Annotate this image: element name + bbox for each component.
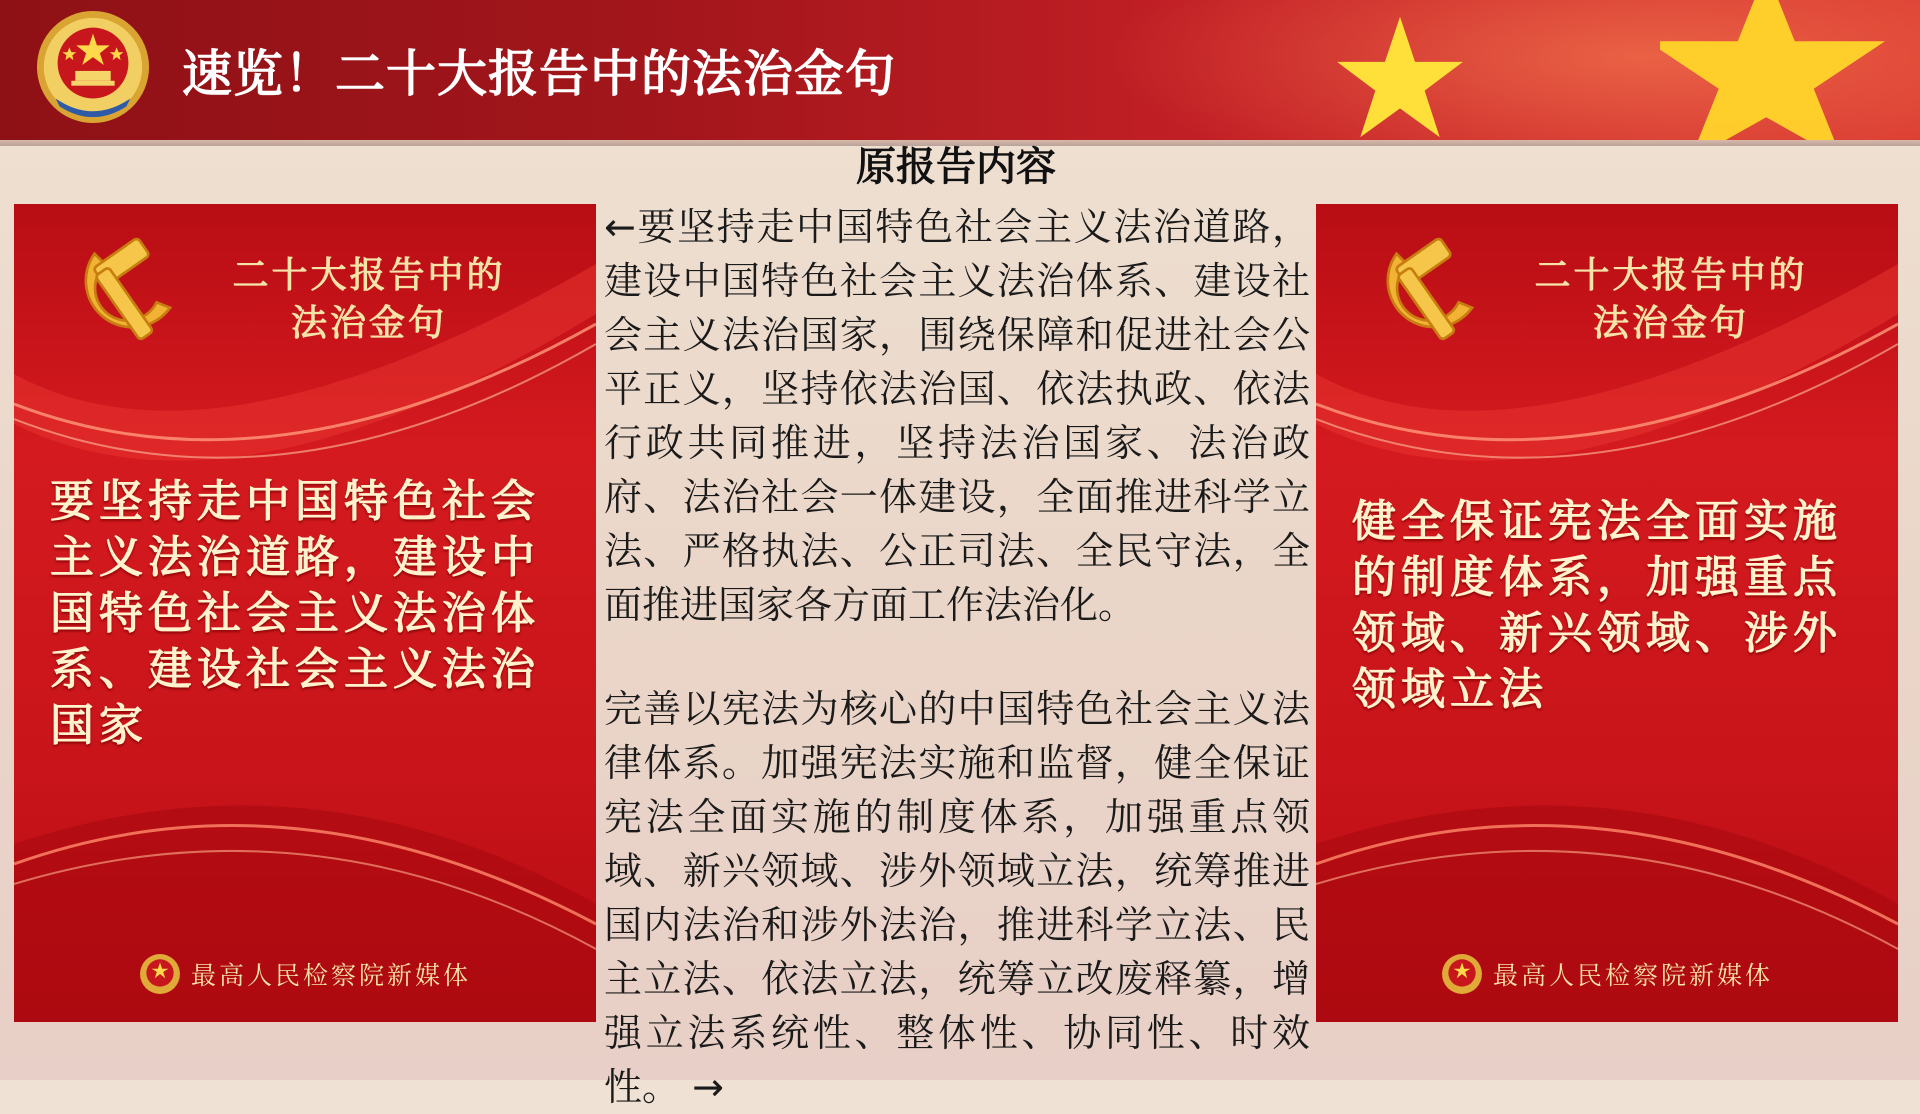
section-title: 原报告内容 xyxy=(856,144,1056,190)
card-header-line: 二十大报告中的 xyxy=(1534,255,1808,296)
star-icon xyxy=(1660,0,1920,140)
procuratorate-emblem-icon xyxy=(1441,953,1483,995)
left-quote-card xyxy=(14,204,596,1022)
card-footer xyxy=(14,952,596,996)
page-title: 速览！二十大报告中的法治金句 xyxy=(182,45,896,103)
card-footer-text: 最高人民检察院新媒体 xyxy=(190,961,471,990)
card-footer xyxy=(1316,952,1898,996)
original-report-section xyxy=(596,140,1316,1109)
card-header-line: 二十大报告中的 xyxy=(232,255,506,296)
card-quote: 健全保证宪法全面实施的制度体系，加强重点领域、新兴领域、涉外领域立法 xyxy=(1352,496,1842,715)
report-paragraph: 完善以宪法为核心的中国特色社会主义法律体系。加强宪法实施和监督，健全保证宪法全面实施的制度体系，加强重点领域、新兴领域、涉外领域立法，统筹推进国内法治和涉外法治，推进科学立法、民主立法、依法立法，统筹立改废释纂，增强立法系统性、整体性、协同性、时效性。 → xyxy=(604,687,1310,1109)
hammer-sickle-icon xyxy=(54,224,189,359)
card-quote: 要坚持走中国特色社会主义法治道路，建设中国特色社会主义法治体系、建设社会主义法治国家 xyxy=(50,476,540,751)
hammer-sickle-icon xyxy=(1356,224,1491,359)
card-footer-text: 最高人民检察院新媒体 xyxy=(1492,961,1773,990)
procuratorate-emblem-icon xyxy=(34,8,152,126)
star-icon xyxy=(1330,14,1470,140)
card-header-line: 法治金句 xyxy=(290,303,447,344)
procuratorate-emblem-icon xyxy=(139,953,181,995)
card-header xyxy=(1506,252,1836,348)
card-header xyxy=(204,252,534,348)
right-quote-card xyxy=(1316,204,1898,1022)
card-header-line: 法治金句 xyxy=(1592,303,1749,344)
report-paragraph: ←要坚持走中国特色社会主义法治道路，建设中国特色社会主义法治体系、建设社会主义法治国家，围绕保障和促进社会公平正义，坚持依法治国、依法执政、依法行政共同推进，坚持法治国家、法治政府、法治社会一体建设，全面推进科学立法、严格执法、公正司法、全民守法，全面推进国家各方面工作法治化。 xyxy=(604,205,1310,627)
header-banner xyxy=(0,0,1920,140)
